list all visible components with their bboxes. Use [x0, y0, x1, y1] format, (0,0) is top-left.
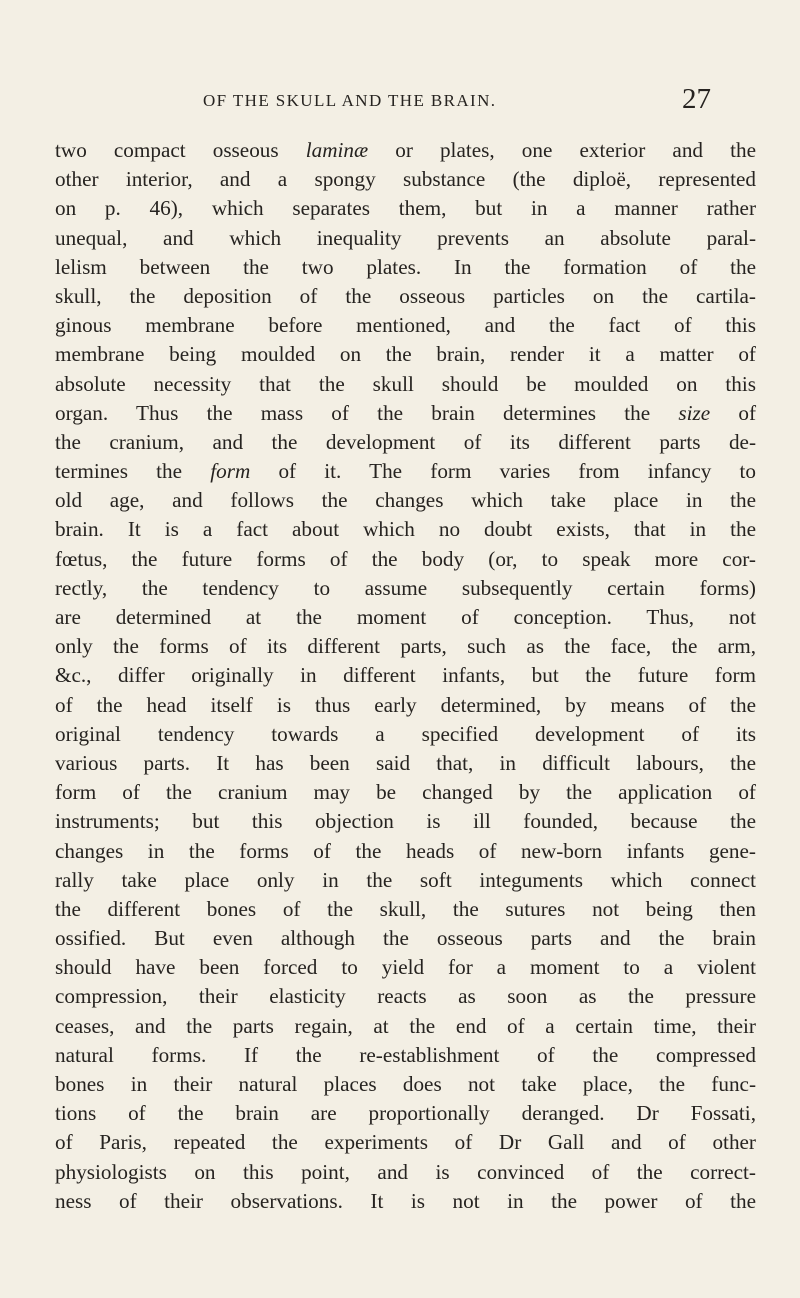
text-line: [55, 895, 756, 924]
text-segment: ossified. But even although the osseous parts and the brain: [55, 926, 756, 951]
text-line: [55, 749, 756, 778]
text-segment: of: [710, 400, 756, 425]
text-segment: lelism between the two plates. In the formation of the: [55, 254, 756, 279]
text-segment: organ. Thus the mass of the brain determines the: [55, 400, 679, 425]
text-segment: compression, their elasticity reacts as soon as the pressure: [55, 984, 756, 1009]
text-line: [55, 253, 756, 282]
text-line: [55, 837, 756, 866]
text-line: [55, 778, 756, 807]
body-text: [55, 136, 756, 1216]
text-segment: original tendency towards a specified development of its: [55, 721, 756, 746]
text-line: [55, 982, 756, 1011]
text-line: [55, 165, 756, 194]
italic-term: form: [210, 459, 251, 484]
text-line: [55, 224, 756, 253]
text-line: [55, 515, 756, 544]
text-line: [55, 953, 756, 982]
text-segment: tions of the brain are proportionally deranged. Dr Fossati,: [55, 1101, 756, 1126]
text-line: [55, 311, 756, 340]
text-segment: other interior, and a spongy substance (the diploë, represented: [55, 167, 756, 192]
text-line: [55, 1041, 756, 1070]
running-head: [203, 83, 711, 123]
text-segment: various parts. It has been said that, in difficult labours, the: [55, 750, 756, 775]
text-line: [55, 807, 756, 836]
text-line: [55, 399, 756, 428]
text-line: [55, 691, 756, 720]
text-segment: rectly, the tendency to assume subsequently certain forms): [55, 575, 756, 600]
text-segment: or plates, one exterior and the: [368, 138, 756, 162]
text-segment: brain. It is a fact about which no doubt exists, that in the: [55, 517, 756, 542]
text-line: [55, 282, 756, 311]
text-line: [55, 1070, 756, 1099]
text-line: [55, 661, 756, 690]
text-line: [55, 545, 756, 574]
italic-term: size: [678, 400, 711, 425]
text-segment: of it. The form varies from infancy to: [250, 459, 756, 484]
text-segment: &c., differ originally in different infants, but the future form: [55, 663, 756, 688]
text-segment: only the forms of its different parts, such as the face, the arm,: [55, 634, 756, 659]
text-segment: form of the cranium may be changed by the application of: [55, 780, 756, 805]
text-segment: skull, the deposition of the osseous particles on the cartila-: [55, 283, 756, 308]
text-line: [55, 632, 756, 661]
text-line: [55, 486, 756, 515]
text-line: [55, 457, 756, 486]
text-line: [55, 866, 756, 895]
text-line: [55, 1012, 756, 1041]
running-title: OF THE SKULL AND THE BRAIN.: [203, 91, 497, 110]
text-line: [55, 370, 756, 399]
text-segment: rally take place only in the soft integuments which connect: [55, 867, 756, 892]
text-line: [55, 194, 756, 223]
text-segment: of the head itself is thus early determined, by means of the: [55, 692, 756, 717]
text-line: [55, 1187, 756, 1216]
text-segment: should have been forced to yield for a moment to a violent: [55, 955, 756, 980]
text-line: [55, 924, 756, 953]
text-segment: of Paris, repeated the experiments of Dr Gall and of other: [55, 1130, 756, 1155]
text-line: [55, 1158, 756, 1187]
text-segment: absolute necessity that the skull should be moulded on this: [55, 371, 756, 396]
text-line: [55, 340, 756, 369]
text-segment: the cranium, and the development of its different parts de-: [55, 429, 756, 454]
text-segment: ginous membrane before mentioned, and the fact of this: [55, 313, 756, 338]
text-line: [55, 574, 756, 603]
text-line: [55, 603, 756, 632]
text-segment: physiologists on this point, and is convinced of the correct-: [55, 1159, 756, 1184]
text-segment: on p. 46), which separates them, but in a manner rather: [55, 196, 756, 221]
text-segment: bones in their natural places does not take place, the func-: [55, 1072, 756, 1096]
text-segment: are determined at the moment of conception. Thus, not: [55, 605, 756, 629]
text-segment: two compact osseous: [55, 138, 306, 162]
text-segment: membrane being moulded on the brain, render it a matter of: [55, 342, 756, 367]
text-line: [55, 428, 756, 457]
text-segment: old age, and follows the changes which take place in the: [55, 488, 756, 513]
text-segment: unequal, and which inequality prevents an absolute paral-: [55, 225, 756, 250]
page-number: 27: [682, 83, 711, 115]
text-segment: instruments; but this objection is ill founded, because the: [55, 809, 756, 834]
text-segment: fœtus, the future forms of the body (or, to speak more cor-: [55, 546, 756, 571]
text-segment: changes in the forms of the heads of new-born infants gene-: [55, 838, 756, 863]
text-line: [55, 720, 756, 749]
text-segment: the different bones of the skull, the sutures not being then: [55, 896, 756, 921]
text-segment: ceases, and the parts regain, at the end of a certain time, their: [55, 1013, 756, 1038]
text-segment: termines the: [55, 459, 211, 484]
text-segment: ness of their observations. It is not in the power of the: [55, 1188, 756, 1213]
text-segment: natural forms. If the re-establishment of the compressed: [55, 1042, 756, 1067]
italic-term: laminæ: [305, 138, 369, 162]
text-line: [55, 1099, 756, 1128]
text-line: [55, 1128, 756, 1157]
text-line: [55, 136, 756, 165]
